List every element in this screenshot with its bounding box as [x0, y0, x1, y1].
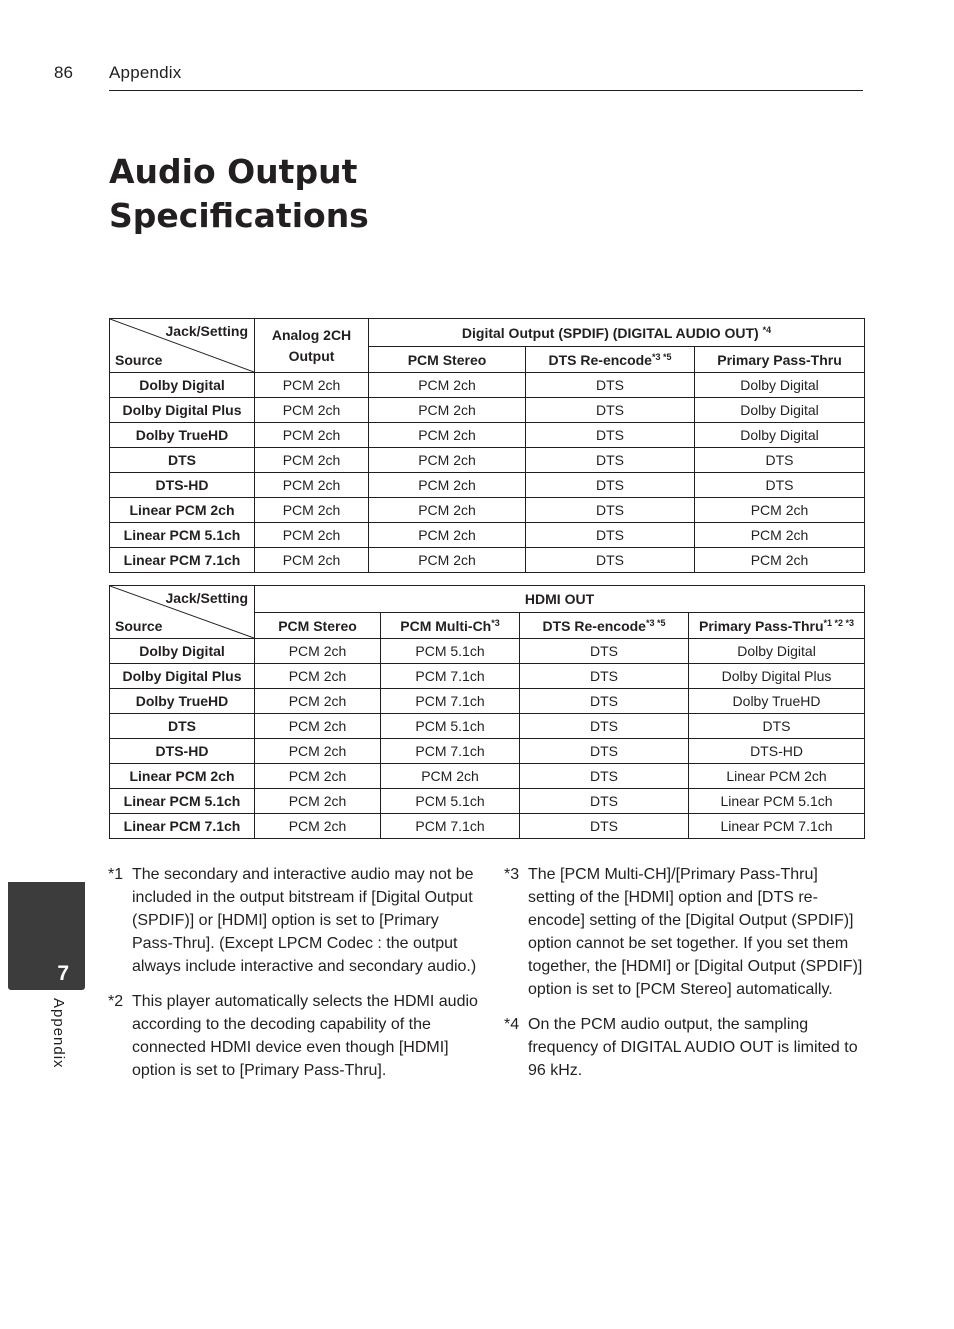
column-header	[520, 613, 689, 639]
output-cell: PCM 2ch	[255, 739, 381, 764]
output-cell: DTS	[526, 398, 695, 423]
source-cell: Dolby TrueHD	[110, 689, 255, 714]
footnotes-right-column	[504, 863, 866, 1094]
table-row	[110, 473, 865, 498]
output-cell: DTS	[526, 423, 695, 448]
source-cell: Dolby Digital Plus	[110, 398, 255, 423]
analog-output-header	[255, 319, 369, 373]
table-corner-cell	[110, 586, 255, 639]
output-cell: PCM 7.1ch	[381, 689, 520, 714]
table-row	[110, 548, 865, 573]
table-row	[110, 814, 865, 839]
output-cell: DTS	[695, 448, 865, 473]
chapter-label: Appendix	[50, 998, 67, 1069]
column-header-label: DTS Re-encode	[548, 351, 652, 368]
footnote-mark: *3	[504, 866, 520, 883]
footnote-mark: *4	[504, 1016, 520, 1033]
output-cell: Linear PCM 7.1ch	[689, 814, 865, 839]
output-cell: DTS	[526, 498, 695, 523]
output-cell: PCM 2ch	[369, 398, 526, 423]
output-cell: DTS	[520, 664, 689, 689]
output-cell: PCM 5.1ch	[381, 639, 520, 664]
source-cell: Linear PCM 2ch	[110, 498, 255, 523]
chapter-number: 7	[57, 962, 69, 985]
output-cell: Linear PCM 2ch	[689, 764, 865, 789]
output-cell: PCM 5.1ch	[381, 714, 520, 739]
output-cell: PCM 2ch	[381, 764, 520, 789]
source-cell: DTS	[110, 448, 255, 473]
table-row	[110, 739, 865, 764]
output-cell: PCM 2ch	[695, 498, 865, 523]
footnote-text: The [PCM Multi-CH]/[Primary Pass-Thru] setting of the [HDMI] option and [DTS re-encode] setting of the [Digital Output (SPDIF)] option cannot be set together. If you set them together, the [HDMI] or [Digital Output (SPDIF)] option is set to [PCM Stereo] automatically.	[528, 866, 863, 998]
output-cell: PCM 2ch	[255, 764, 381, 789]
column-header-footnote: *3 *5	[651, 351, 672, 362]
output-cell: DTS	[520, 714, 689, 739]
source-label: Source	[115, 618, 163, 634]
output-cell: DTS	[520, 689, 689, 714]
output-cell: DTS	[520, 789, 689, 814]
output-cell: Dolby Digital	[689, 639, 865, 664]
output-cell: PCM 5.1ch	[381, 789, 520, 814]
output-cell: PCM 2ch	[255, 664, 381, 689]
page-number: 86	[54, 63, 73, 82]
output-cell: DTS-HD	[689, 739, 865, 764]
column-header-label: Primary Pass-Thru	[699, 617, 824, 634]
output-cell: PCM 2ch	[255, 548, 369, 573]
column-header	[526, 347, 695, 373]
table-row	[110, 689, 865, 714]
output-cell: Dolby Digital Plus	[689, 664, 865, 689]
digital-output-header	[369, 319, 865, 347]
output-cell: PCM 2ch	[695, 523, 865, 548]
footnote	[108, 990, 478, 1082]
output-cell: Dolby Digital	[695, 373, 865, 398]
output-cell: Dolby TrueHD	[689, 689, 865, 714]
column-header	[689, 613, 865, 639]
column-header	[381, 613, 520, 639]
output-cell: PCM 2ch	[255, 448, 369, 473]
output-cell: Dolby Digital	[695, 398, 865, 423]
source-cell: Dolby Digital	[110, 639, 255, 664]
footnote-text: This player automatically selects the HDMI audio according to the decoding capability of the connected HDMI device even though [HDMI] option is set to [Primary Pass-Thru].	[132, 993, 478, 1079]
output-cell: PCM 2ch	[369, 548, 526, 573]
column-header-footnote: *3	[491, 617, 500, 628]
chapter-tab	[8, 882, 85, 990]
column-header-label: PCM Multi-Ch	[400, 617, 492, 634]
output-cell: PCM 2ch	[255, 714, 381, 739]
output-cell: DTS	[695, 473, 865, 498]
table-row	[110, 523, 865, 548]
output-cell: PCM 2ch	[255, 473, 369, 498]
column-header	[695, 347, 865, 373]
output-cell: PCM 7.1ch	[381, 664, 520, 689]
output-cell: PCM 2ch	[255, 689, 381, 714]
output-cell: PCM 2ch	[255, 814, 381, 839]
table-row	[110, 764, 865, 789]
output-cell: PCM 2ch	[369, 448, 526, 473]
column-header	[255, 613, 381, 639]
output-cell: PCM 2ch	[255, 789, 381, 814]
digital-output-header-label: Digital Output (SPDIF) (DIGITAL AUDIO OUT)	[461, 324, 759, 341]
jack-setting-label: Jack/Setting	[165, 323, 248, 339]
output-cell: PCM 2ch	[695, 548, 865, 573]
source-cell: Linear PCM 7.1ch	[110, 814, 255, 839]
column-header-label: Primary Pass-Thru	[717, 351, 842, 368]
header-rule	[109, 90, 863, 91]
table-row	[110, 423, 865, 448]
source-cell: DTS	[110, 714, 255, 739]
table-row	[110, 448, 865, 473]
output-cell: DTS	[526, 373, 695, 398]
source-cell: Linear PCM 5.1ch	[110, 789, 255, 814]
table-row	[110, 398, 865, 423]
source-cell: DTS-HD	[110, 473, 255, 498]
output-cell: DTS	[526, 473, 695, 498]
table-row	[110, 789, 865, 814]
output-cell: DTS	[520, 639, 689, 664]
column-header-label: DTS Re-encode	[542, 617, 646, 634]
digital-output-header-footnote: *4	[762, 324, 772, 335]
source-label: Source	[115, 352, 163, 368]
output-cell: PCM 2ch	[369, 498, 526, 523]
footnote-mark: *1	[108, 866, 124, 883]
source-cell: DTS-HD	[110, 739, 255, 764]
output-cell: PCM 2ch	[255, 398, 369, 423]
table-row	[110, 714, 865, 739]
page-title: Audio Output Specifications	[109, 152, 369, 235]
output-cell: DTS	[526, 448, 695, 473]
source-cell: Dolby Digital	[110, 373, 255, 398]
table-row	[110, 373, 865, 398]
output-cell: PCM 2ch	[255, 373, 369, 398]
output-cell: PCM 2ch	[255, 639, 381, 664]
output-cell: PCM 2ch	[255, 498, 369, 523]
jack-setting-label: Jack/Setting	[165, 590, 248, 606]
column-header-label: PCM Stereo	[278, 617, 357, 634]
footnote-text: The secondary and interactive audio may not be included in the output bitstream if [Digital Output (SPDIF)] or [HDMI] option is set to [Primary Pass-Thru]. (Except LPCM Codec : the output always include interactive and secondary audio.)	[132, 866, 477, 975]
section-name: Appendix	[109, 63, 182, 82]
column-header	[369, 347, 526, 373]
output-cell: DTS	[526, 548, 695, 573]
table-row	[110, 664, 865, 689]
spdif-output-table	[109, 318, 865, 573]
output-cell: PCM 2ch	[369, 423, 526, 448]
output-cell: PCM 2ch	[369, 373, 526, 398]
source-cell: Linear PCM 5.1ch	[110, 523, 255, 548]
footnote	[504, 1013, 866, 1082]
column-header-footnote: *1 *2 *3	[823, 617, 855, 628]
source-cell: Dolby Digital Plus	[110, 664, 255, 689]
output-cell: DTS	[520, 764, 689, 789]
footnote	[108, 863, 478, 978]
table-row	[110, 498, 865, 523]
source-cell: Linear PCM 2ch	[110, 764, 255, 789]
output-cell: DTS	[520, 739, 689, 764]
output-cell: Linear PCM 5.1ch	[689, 789, 865, 814]
source-cell: Linear PCM 7.1ch	[110, 548, 255, 573]
output-cell: PCM 7.1ch	[381, 814, 520, 839]
output-cell: PCM 2ch	[369, 523, 526, 548]
analog-output-header-label: Analog 2CH Output	[271, 326, 352, 364]
output-cell: DTS	[526, 523, 695, 548]
table-row	[110, 639, 865, 664]
footnotes-left-column	[108, 863, 478, 1094]
source-cell: Dolby TrueHD	[110, 423, 255, 448]
footnote	[504, 863, 866, 1001]
column-header-footnote: *3 *5	[645, 617, 666, 628]
output-cell: PCM 2ch	[255, 523, 369, 548]
footnote-mark: *2	[108, 993, 124, 1010]
output-cell: Dolby Digital	[695, 423, 865, 448]
output-cell: PCM 2ch	[255, 423, 369, 448]
output-cell: DTS	[520, 814, 689, 839]
table-corner-cell	[110, 319, 255, 373]
column-header-label: PCM Stereo	[407, 351, 487, 368]
footnote-text: On the PCM audio output, the sampling frequency of DIGITAL AUDIO OUT is limited to 96 kHz.	[528, 1016, 858, 1079]
hdmi-output-table	[109, 585, 865, 839]
output-cell: DTS	[689, 714, 865, 739]
output-cell: PCM 2ch	[369, 473, 526, 498]
hdmi-out-header: HDMI OUT	[255, 586, 865, 613]
output-cell: PCM 7.1ch	[381, 739, 520, 764]
